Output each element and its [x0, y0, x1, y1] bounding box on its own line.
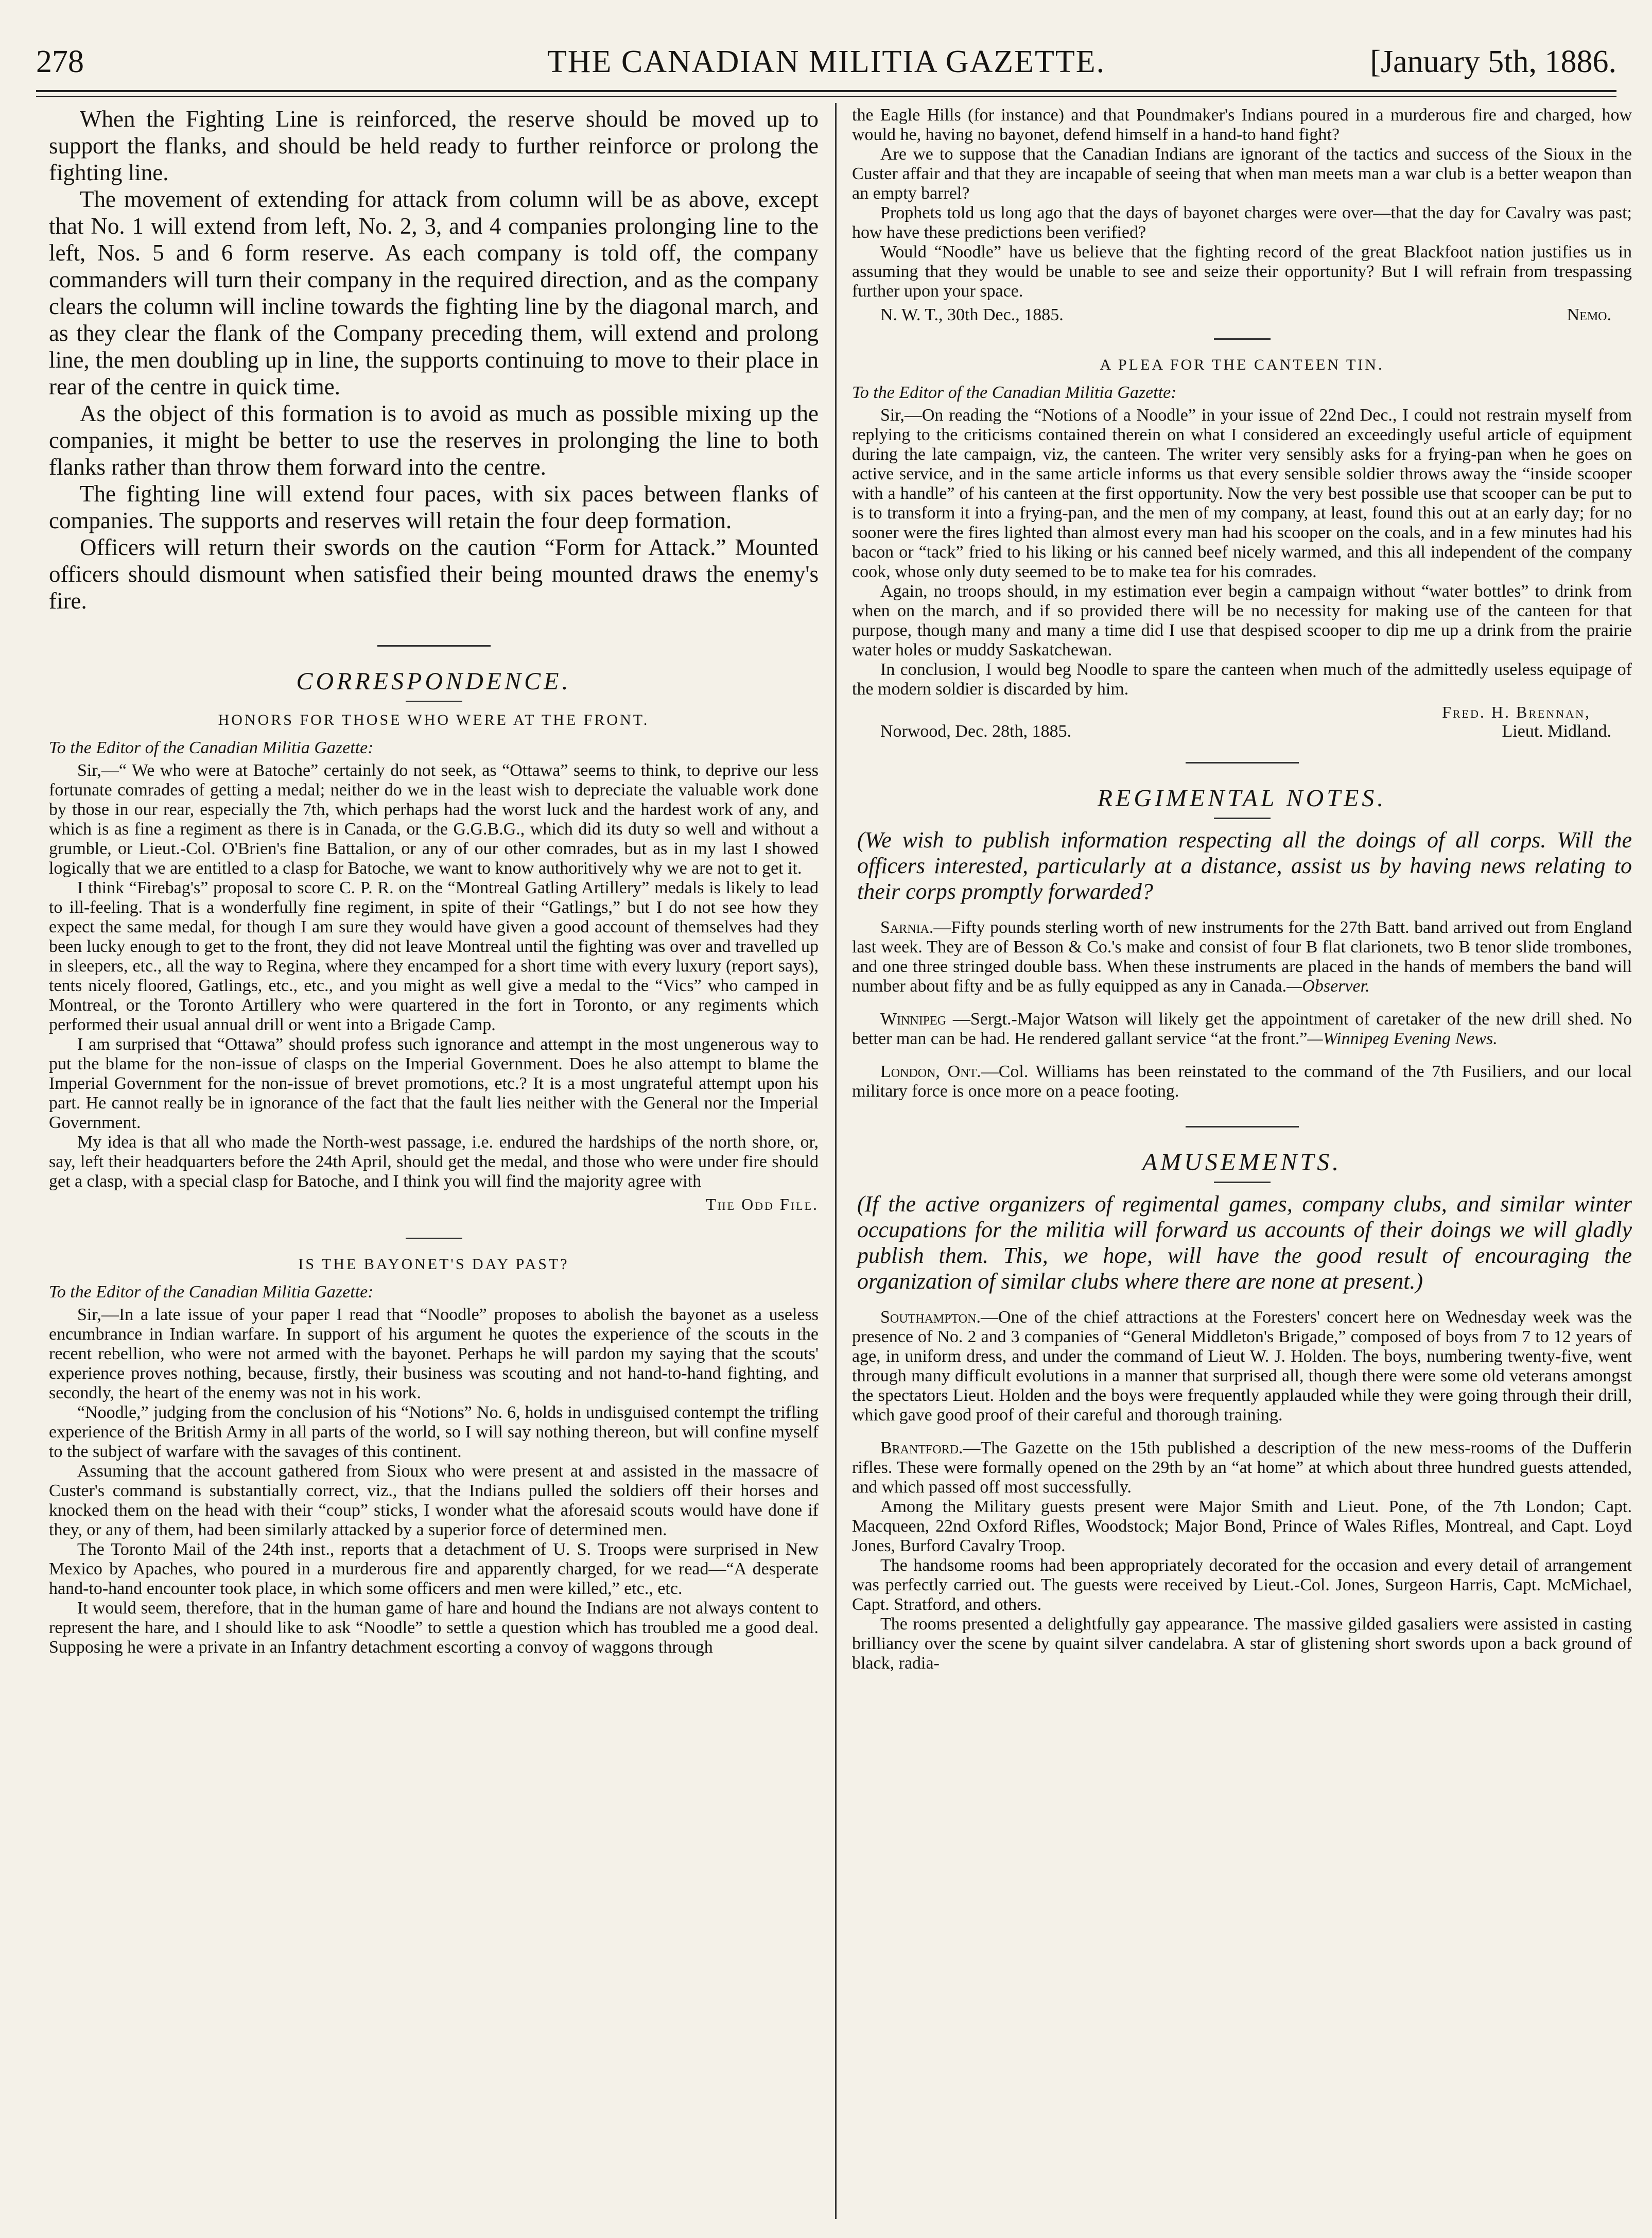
paragraph: I think “Firebag's” proposal to score C. P. R. on the “Montreal Gatling Artillery” medals is likely to lead to ill-feeling. That is a wonderfully fine regiment, in spite of their “Gatlings,” but I do not see how they expect the same medal, for though I am sure they would have given a good account of themselves had they been lucky enough to get to the front, they did not leave Montreal until the fighting was over and travelled up in sleepers, etc., all the way to Regina, where they encamped for a short time with every luxury (report says), tents nicely floored, Gatlings, etc., etc., and you might as well give a medal to the “Vics” who camped in Montreal, or the Toronto Artillery who were quartered in the fort in Toronto, or any regiments which performed their usual annual drill or went into a Brigade Camp. [49, 878, 819, 1034]
header-rule [36, 90, 1616, 92]
dateline: Brantford. [880, 1438, 963, 1458]
paragraph: Again, no troops should, in my estimation ever begin a campaign without “water bottles” to drink from when on the march, and if so provided there will be no necessity for making use of the canteen for that purpose, though many and many a time did I use that despised scooper to dip me up a drink from the prairie water holes or muddy Saskatchewan. [852, 582, 1632, 660]
paragraph: In conclusion, I would beg Noodle to spare the canteen when much of the admittedly useless equipage of the modern soldier is discarded by him. [852, 660, 1632, 699]
paragraph: As the object of this formation is to avoid as much as possible mixing up the companies, it might be better to use the reserves in prolonging the line to both flanks rather than throw them forward into the centre. [49, 401, 819, 480]
dateline: N. W. T., 30th Dec., 1885. [880, 305, 1064, 324]
section-intro: (We wish to publish information respecting all the doings of all corps. Will the officers interested, particularly at a distance, assist us by having news relating to their corps promptly forwarded? [857, 827, 1632, 904]
paragraph: The Toronto Mail of the 24th inst., reports that a detachment of U. S. Troops were surprised in New Mexico by Apaches, who poured in a murderous fire and apparently charged, for we read—“A desperate hand-to-hand encounter took place, in which some officers and men were killed,” etc., etc. [49, 1540, 819, 1598]
dateline: Norwood, Dec. 28th, 1885. [880, 722, 1072, 741]
paragraph: My idea is that all who made the North-west passage, i.e. endured the hardships of the north shore, or, say, left their headquarters before the 24th April, should get the medal, and those who were under fire should get a clasp, with a special clasp for Batoche, and I think you will find the majority agree with [49, 1133, 819, 1191]
section-divider [1186, 762, 1299, 764]
page-number: 278 [36, 44, 84, 79]
paragraph: Prophets told us long ago that the days of bayonet charges were over—that the day for Cavalry was past; how have these predictions been verified? [852, 203, 1632, 242]
news-item [852, 1062, 1632, 1101]
section-heading-amusements: AMUSEMENTS. [1142, 1149, 1342, 1176]
section-divider [1186, 1126, 1299, 1127]
amusements-notes [852, 1308, 1632, 1673]
rank: Lieut. Midland. [1502, 722, 1611, 741]
item-source: —Observer. [1286, 977, 1370, 996]
paragraph: The fighting line will extend four paces, with six paces between flanks of companies. The supports and reserves will retain the four deep formation. [49, 481, 819, 533]
paragraph: When the Fighting Line is reinforced, the reserve should be moved up to support the flanks, and should be held ready to further reinforce or prolong the fighting line. [49, 106, 819, 185]
masthead-title: THE CANADIAN MILITIA GAZETTE. [547, 44, 1106, 79]
regimental-notes [852, 918, 1632, 1101]
news-item [852, 1308, 1632, 1425]
issue-date: [January 5th, 1886. [1370, 44, 1616, 79]
paragraph: Assuming that the account gathered from Sioux who were present at and assisted in the massacre of Custer's command is substantially correct, viz., that the Indians pulled the soldiers off their horses and knocked them on the head with their “coup” sticks, I wonder what the aforesaid scouts would have done if they, or any of them, had been similarly attacked by a superior force of determined men. [49, 1462, 819, 1539]
column-divider [835, 103, 837, 2219]
short-divider [1214, 338, 1271, 340]
paragraph: The rooms presented a delightfully gay appearance. The massive gilded gasaliers were assisted in casting brilliancy over the scene by quaint silver candelabra. A star of glistening short swords upon a back ground of black, radia- [852, 1615, 1632, 1673]
section-heading-regimental-notes: REGIMENTAL NOTES. [1097, 785, 1387, 812]
item-text: —Col. Williams has been reinstated to the command of the 7th Fusiliers, and our local military force is once more on a peace footing. [852, 1062, 1632, 1101]
right-column [852, 106, 1632, 1673]
formation-article [49, 106, 819, 614]
bayonet-letter [49, 1255, 819, 1657]
item-source: —Winnipeg Evening News. [1307, 1029, 1498, 1048]
paragraph: Among the Military guests present were Major Smith and Lieut. Pone, of the 7th London; Capt. Macqueen, 22nd Oxford Rifles, Woodstock; Major Bond, Prince of Wales Rifles, Montreal, and Capt. Loyd Jones, Burford Cavalry Troop. [852, 1497, 1632, 1555]
item-text: —One of the chief attractions at the Foresters' concert here on Wednesday week was the presence of No. 2 and 3 companies of “General Middleton's Brigade,” composed of boys from 7 to 12 years of age, in uniform dress, and under the command of Lieut W. J. Holden. The boys, numbering twenty-five, went through many difficult evolutions in a manner that surprised all, though there were some old veterans amongst the spectators Lieut. Holden and the boys were frequently applauded while they were going through their drill, which gave good proof of their careful and thorough training. [852, 1308, 1632, 1425]
paragraph: the Eagle Hills (for instance) and that Poundmaker's Indians poured in a murderous fire and charged, how would he, having no bayonet, defend himself in a hand-to hand fight? [852, 106, 1632, 144]
signature: The Odd File. [706, 1195, 819, 1213]
dateline: London, Ont. [880, 1062, 981, 1081]
signature: Fred. H. Brennan, [1442, 703, 1591, 721]
dateline: Sarnia. [880, 918, 934, 937]
news-item [852, 1438, 1632, 1497]
article-heading: A PLEA FOR THE CANTEEN TIN. [1100, 356, 1384, 373]
article-heading: IS THE BAYONET'S DAY PAST? [298, 1256, 569, 1273]
paragraph: Would “Noodle” have us believe that the fighting record of the great Blackfoot nation justifies us in assuming that they would be unable to see and seize their opportunity? But I will refrain from trespassing further upon your space. [852, 242, 1632, 301]
signature: Nemo. [1567, 305, 1611, 324]
paragraph: I am surprised that “Ottawa” should profess such ignorance and attempt in the most ungenerous way to put the blame for the non-issue of clasps on the Imperial Government. Does he also attempt to blame the Imperial Government for the non-issue of brevet promotions, etc.? It is a most ungrateful attempt upon his part. He cannot really be in ignorance of the fact that the fault lies neither with the General nor the Imperial Government. [49, 1035, 819, 1132]
short-divider [406, 1238, 462, 1239]
short-divider [406, 701, 462, 702]
paragraph: “Noodle,” judging from the conclusion of his “Notions” No. 6, holds in undisguised contempt the trifling experience of the British Army in all parts of the world, so I will say nothing thereon, but will confine myself to the subject of warfare with the savages of this continent. [49, 1403, 819, 1461]
canteen-letter [852, 355, 1632, 741]
section-divider [377, 645, 491, 647]
paragraph: Are we to suppose that the Canadian Indians are ignorant of the tactics and success of the Sioux in the Custer affair and that they are incapable of seeing that when man meets man a war club is a better weapon than an empty barrel? [852, 145, 1632, 203]
short-divider [1214, 818, 1271, 819]
dateline: Winnipeg [880, 1010, 947, 1029]
paragraph: Sir,—“ We who were at Batoche” certainly do not seek, as “Ottawa” seems to think, to deprive our less fortunate comrades of getting a medal; neither do we in the least wish to depreciate the valuable work done by those in our rear, especially the 7th, which perhaps had the worst luck and the hardest work of any, and which is as fine a regiment as there is in Canada, or the G.G.B.G., which did its duty so well and without a grumble, or Lieut.-Col. O'Brien's fine Battalion, or any of our other comrades, but as in my last I showed logically that we are entitled to a clasp for Batoche, we want to know authoritively why we are not to get it. [49, 761, 819, 878]
article-heading: HONORS FOR THOSE WHO WERE AT THE FRONT. [218, 712, 650, 728]
paragraph: Officers will return their swords on the caution “Form for Attack.” Mounted officers should dismount when satisfied their being mounted draws the enemy's fire. [49, 534, 819, 614]
paragraph: The movement of extending for attack from column will be as above, except that No. 1 will extend from left, No. 2, 3, and 4 companies prolonging line to the left, Nos. 5 and 6 form reserve. As each company is told off, the company commanders will turn their company in the required direction, and as the company clears the column will incline towards the fighting line by the diagonal march, and as they clear the flank of the Company preceding them, will extend and prolong line, the men doubling up in line, the supports continuing to move to their place in rear of the centre in quick time. [49, 186, 819, 400]
honors-letter [49, 710, 819, 1214]
signature-row [852, 305, 1632, 325]
short-divider [1214, 1182, 1271, 1183]
paragraph: Sir,—In a late issue of your paper I read that “Noodle” proposes to abolish the bayonet as a useless encumbrance in Indian warfare. In support of his argument he quotes the experience of the scouts in the recent rebellion, who were not armed with the bayonet. Perhaps he will pardon my saying that the scouts' experience proves nothing, because, firstly, their business was scouting and not hand-to-hand fighting, and secondly, the heart of the enemy was not in his work. [49, 1305, 819, 1402]
paragraph: Sir,—On reading the “Notions of a Noodle” in your issue of 22nd Dec., I could not restrain myself from replying to the criticisms contained therein on what I considered an exceedingly useful article of equipment during the late campaign, viz, the canteen. The writer very sensibly asks for a frying-pan when he goes on active service, and in the same article informs us that every sensible soldier throws away the “inside scooper with a handle” of his canteen at the first opportunity. Now the very best possible use that scooper can be put to is to transform it into a frying-pan, and the men of my company, at least, found this out at an early day; for no sooner were the fires lighted than almost every man had his scooper on the coals, and in a few minutes had his bacon or “tack” fried to his liking or his canned beef nicely warmed, and this all independent of the company cook, whose only duty seemed to be to make tea for his comrades. [852, 406, 1632, 581]
item-text: —The Gazette on the 15th published a description of the new mess-rooms of the Dufferin rifles. These were formally opened on the 29th by an “at home” at which about three hundred guests attended, and which passed off most successfully. [852, 1438, 1632, 1497]
left-column [49, 106, 819, 1657]
dateline: Southampton. [880, 1308, 981, 1327]
salutation: To the Editor of the Canadian Militia Gazette: [852, 383, 1177, 402]
page-header [36, 36, 1616, 88]
paragraph: The handsome rooms had been appropriately decorated for the occasion and every detail of arrangement was perfectly carried out. The guests were received by Lieut.-Col. Jones, Surgeon Harris, Capt. McMichael, Capt. Stratford, and others. [852, 1556, 1632, 1614]
signature-row [852, 722, 1632, 741]
salutation: To the Editor of the Canadian Militia Gazette: [49, 1282, 374, 1302]
item-text: —Sergt.-Major Watson will likely get the appointment of caretaker of the new drill shed. No better man can be had. He rendered gallant service “at the front.” [852, 1010, 1632, 1048]
section-intro: (If the active organizers of regimental games, company clubs, and similar winter occupations for the militia will forward us accounts of their doings we will gladly publish them. This, we hope, will have the good result of encouraging the organization of similar clubs where there are none at present.) [857, 1191, 1632, 1294]
bayonet-letter-continued [852, 106, 1632, 325]
news-item [852, 1010, 1632, 1049]
news-item [852, 918, 1632, 996]
paragraph: It would seem, therefore, that in the human game of hare and hound the Indians are not always content to represent the hare, and I should like to ask “Noodle” to settle a question which has troubled me a good deal. Supposing he were a private in an Infantry detachment escorting a convoy of waggons through [49, 1599, 819, 1657]
item-text: —Fifty pounds sterling worth of new instruments for the 27th Batt. band arrived out from England last week. They are of Besson & Co.'s make and consist of four B flat clarionets, two B tenor slide trombones, and one three stringed double bass. When these instruments are placed in the hands of members the band will number about fifty and be as fully equipped as any in Canada. [852, 918, 1632, 996]
header-rule-thin [36, 96, 1616, 97]
section-heading-correspondence: CORRESPONDENCE. [296, 668, 571, 695]
salutation: To the Editor of the Canadian Militia Gazette: [49, 738, 374, 757]
